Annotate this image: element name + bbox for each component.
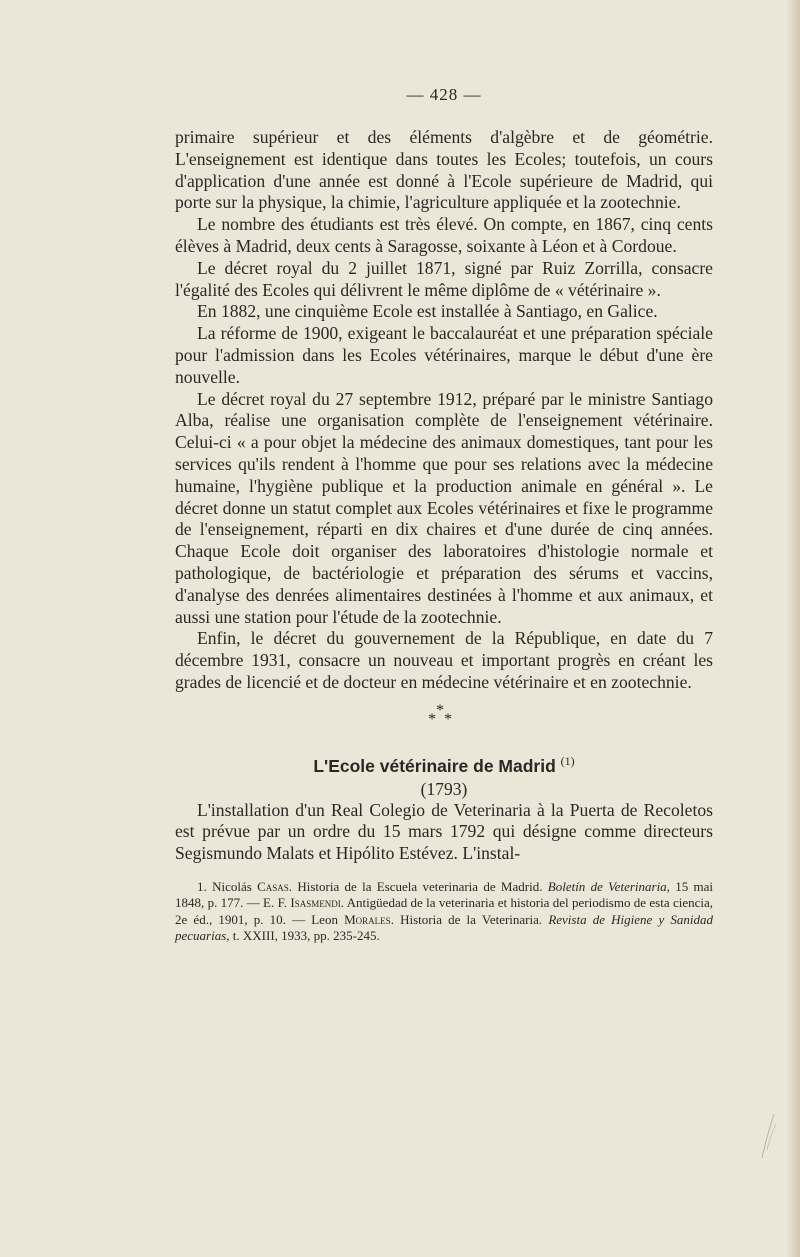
paragraph-curriculum: primaire supérieur et des éléments d'algèbre et de géométrie. L'enseignement est identique dans toutes les Ecoles; toutefois, un cours d'application d'une année est donné à l'Ecole supérieure de Madrid, qui porte sur la physique, la chimie, l'agriculture appliquée et la zootechnie. xyxy=(175,127,713,213)
footnote-author-first: Nicolás xyxy=(212,878,252,894)
asterism-separator xyxy=(175,702,713,732)
book-page xyxy=(175,85,713,945)
footnote-text: . Historia de la Veterinaria. xyxy=(390,911,543,927)
section-title xyxy=(175,750,713,778)
page-number: — 428 — xyxy=(406,85,482,104)
asterism-star: * xyxy=(444,710,452,728)
footnote-text: t. XXIII, 1933, pp. 235-245. xyxy=(232,928,380,944)
footnote-journal: Boletín de Veterinaria, xyxy=(547,878,670,894)
footnote-text: . Historia de la Escuela veterinaria de Madrid. xyxy=(288,878,543,894)
paragraph-installation: L'installation d'un Real Colegio de Veterinaria à la Puerta de Recoletos est prévue par un ordre du 15 mars 1792 qui désigne comme directeurs Segismundo Malats et Hipólito Estévez. L'instal- xyxy=(175,799,713,864)
section-year: (1793) xyxy=(420,778,468,799)
footnote-reference: (1) xyxy=(560,753,575,768)
paragraph-decree-1871: Le décret royal du 2 juillet 1871, signé par Ruiz Zorrilla, consacre l'égalité des Ecoles qui délivrent le même diplôme de « vétérinaire ». xyxy=(175,257,713,300)
paragraph-decree-1931: Enfin, le décret du gouvernement de la République, en date du 7 décembre 1931, consacre un nouveau et important progrès en créant les grades de licencié et de docteur en médecine vétérinaire et en zootechnie. xyxy=(175,628,713,692)
footnote-author-isasmendi: Isasmendi xyxy=(290,895,341,911)
asterism-star: * xyxy=(436,701,444,719)
paragraph-reform-1900: La réforme de 1900, exigeant le baccalauréat et une préparation spéciale pour l'admission dans les Ecoles vétérinaires, marque le début d'une ère nouvelle. xyxy=(175,323,713,387)
footnote-number: 1. xyxy=(197,878,207,894)
footnote-author-casas: Casas xyxy=(257,878,289,894)
section-body xyxy=(175,800,713,865)
footnote-text: 15 mai 1848, p. 177. — E. F. xyxy=(175,878,714,911)
body-text xyxy=(175,127,713,694)
paragraph-students: Le nombre des étudiants est très élevé. On compte, en 1867, cinq cents élèves à Madrid, deux cents à Saragosse, soixante à Léon et à Cordoue. xyxy=(175,214,713,256)
footnote xyxy=(175,879,713,945)
section-title-text: L'Ecole vétérinaire de Madrid xyxy=(313,755,556,776)
footnote-text: . Antigüedad de la veterinaria et historia del periodismo de esta ciencia, 2e éd., 1901, p. 10. — Leon xyxy=(175,895,713,927)
footnote-journal: Revista de Higiene y Sanidad pecuarias, xyxy=(175,911,714,944)
footnote-author-morales: Morales xyxy=(344,911,391,927)
pencil-mark xyxy=(758,1112,778,1162)
paragraph-santiago-1882: En 1882, une cinquième Ecole est installée à Santiago, en Galice. xyxy=(197,301,658,322)
paper-edge-shadow xyxy=(786,0,800,1257)
paragraph-decree-1912: Le décret royal du 27 septembre 1912, préparé par le ministre Santiago Alba, réalise une organisation complète de l'enseignement vétérinaire. Celui-ci « a pour objet la médecine des animaux domestiques, tant pour les services qu'ils rendent à l'homme que pour ses relations avec la médecine humaine, l'hygiène publique et la production animale en général ». Le décret donne un statut complet aux Ecoles vétérinaires et fixe le programme de l'enseignement, réparti en dix chaires et d'une durée de cinq années. Chaque Ecole doit organiser des laboratoires d'histologie normale et pathologique, de bactériologie et préparation des sérums et vaccins, d'analyse des denrées alimentaires destinées à l'homme et aux animaux, et aussi une station pour l'étude de la zootechnie. xyxy=(175,388,713,627)
asterism-star: * xyxy=(428,710,436,728)
